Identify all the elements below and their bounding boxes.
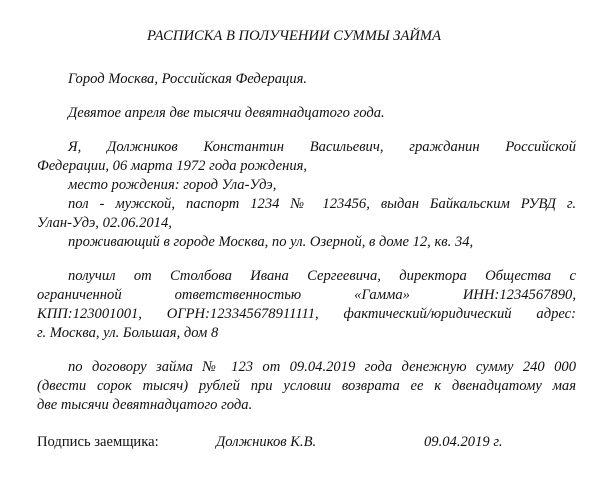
- loan-line-2: (двести сорок тысяч) рублей при условии возврата ее к двенадцатому мая: [37, 378, 576, 394]
- lender-line-3: КПП:123001001, ОГРН:123345678911111, фактический/юридический адрес:: [37, 306, 576, 322]
- lender-line-4: г. Москва, ул. Большая, дом 8: [37, 325, 219, 341]
- signature-label: Подпись заемщика:: [37, 434, 159, 450]
- date-line: Девятое апреля две тысячи девятнадцатого года.: [68, 105, 385, 121]
- loan-line-1: по договору займа № 123 от 09.04.2019 года денежную сумму 240 000: [68, 359, 576, 375]
- borrower-line-1: Я, Должников Константин Васильевич, гражданин Российской: [68, 139, 576, 155]
- lender-line-2: ограниченной ответственностью «Гамма» ИНН:1234567890,: [37, 287, 576, 303]
- lender-line-1: получил от Столбова Ивана Сергеевича, директора Общества с: [68, 268, 576, 284]
- signature-name: Должников К.В.: [216, 434, 317, 450]
- signature-date: 09.04.2019 г.: [424, 434, 503, 450]
- borrower-line-2: Федерации, 06 марта 1972 года рождения,: [37, 158, 308, 174]
- borrower-line-3: место рождения: город Ула-Удэ,: [68, 177, 277, 193]
- borrower-line-6: проживающий в городе Москва, по ул. Озерной, в доме 12, кв. 34,: [68, 234, 474, 250]
- borrower-line-4: пол - мужской, паспорт 1234 № 123456, выдан Байкальским РУВД г.: [68, 196, 576, 212]
- loan-line-3: две тысячи девятнадцатого года.: [37, 397, 253, 413]
- document-title: РАСПИСКА В ПОЛУЧЕНИИ СУММЫ ЗАЙМА: [147, 28, 441, 44]
- borrower-line-5: Улан-Удэ, 02.06.2014,: [37, 215, 172, 231]
- city-line: Город Москва, Российская Федерация.: [68, 71, 308, 87]
